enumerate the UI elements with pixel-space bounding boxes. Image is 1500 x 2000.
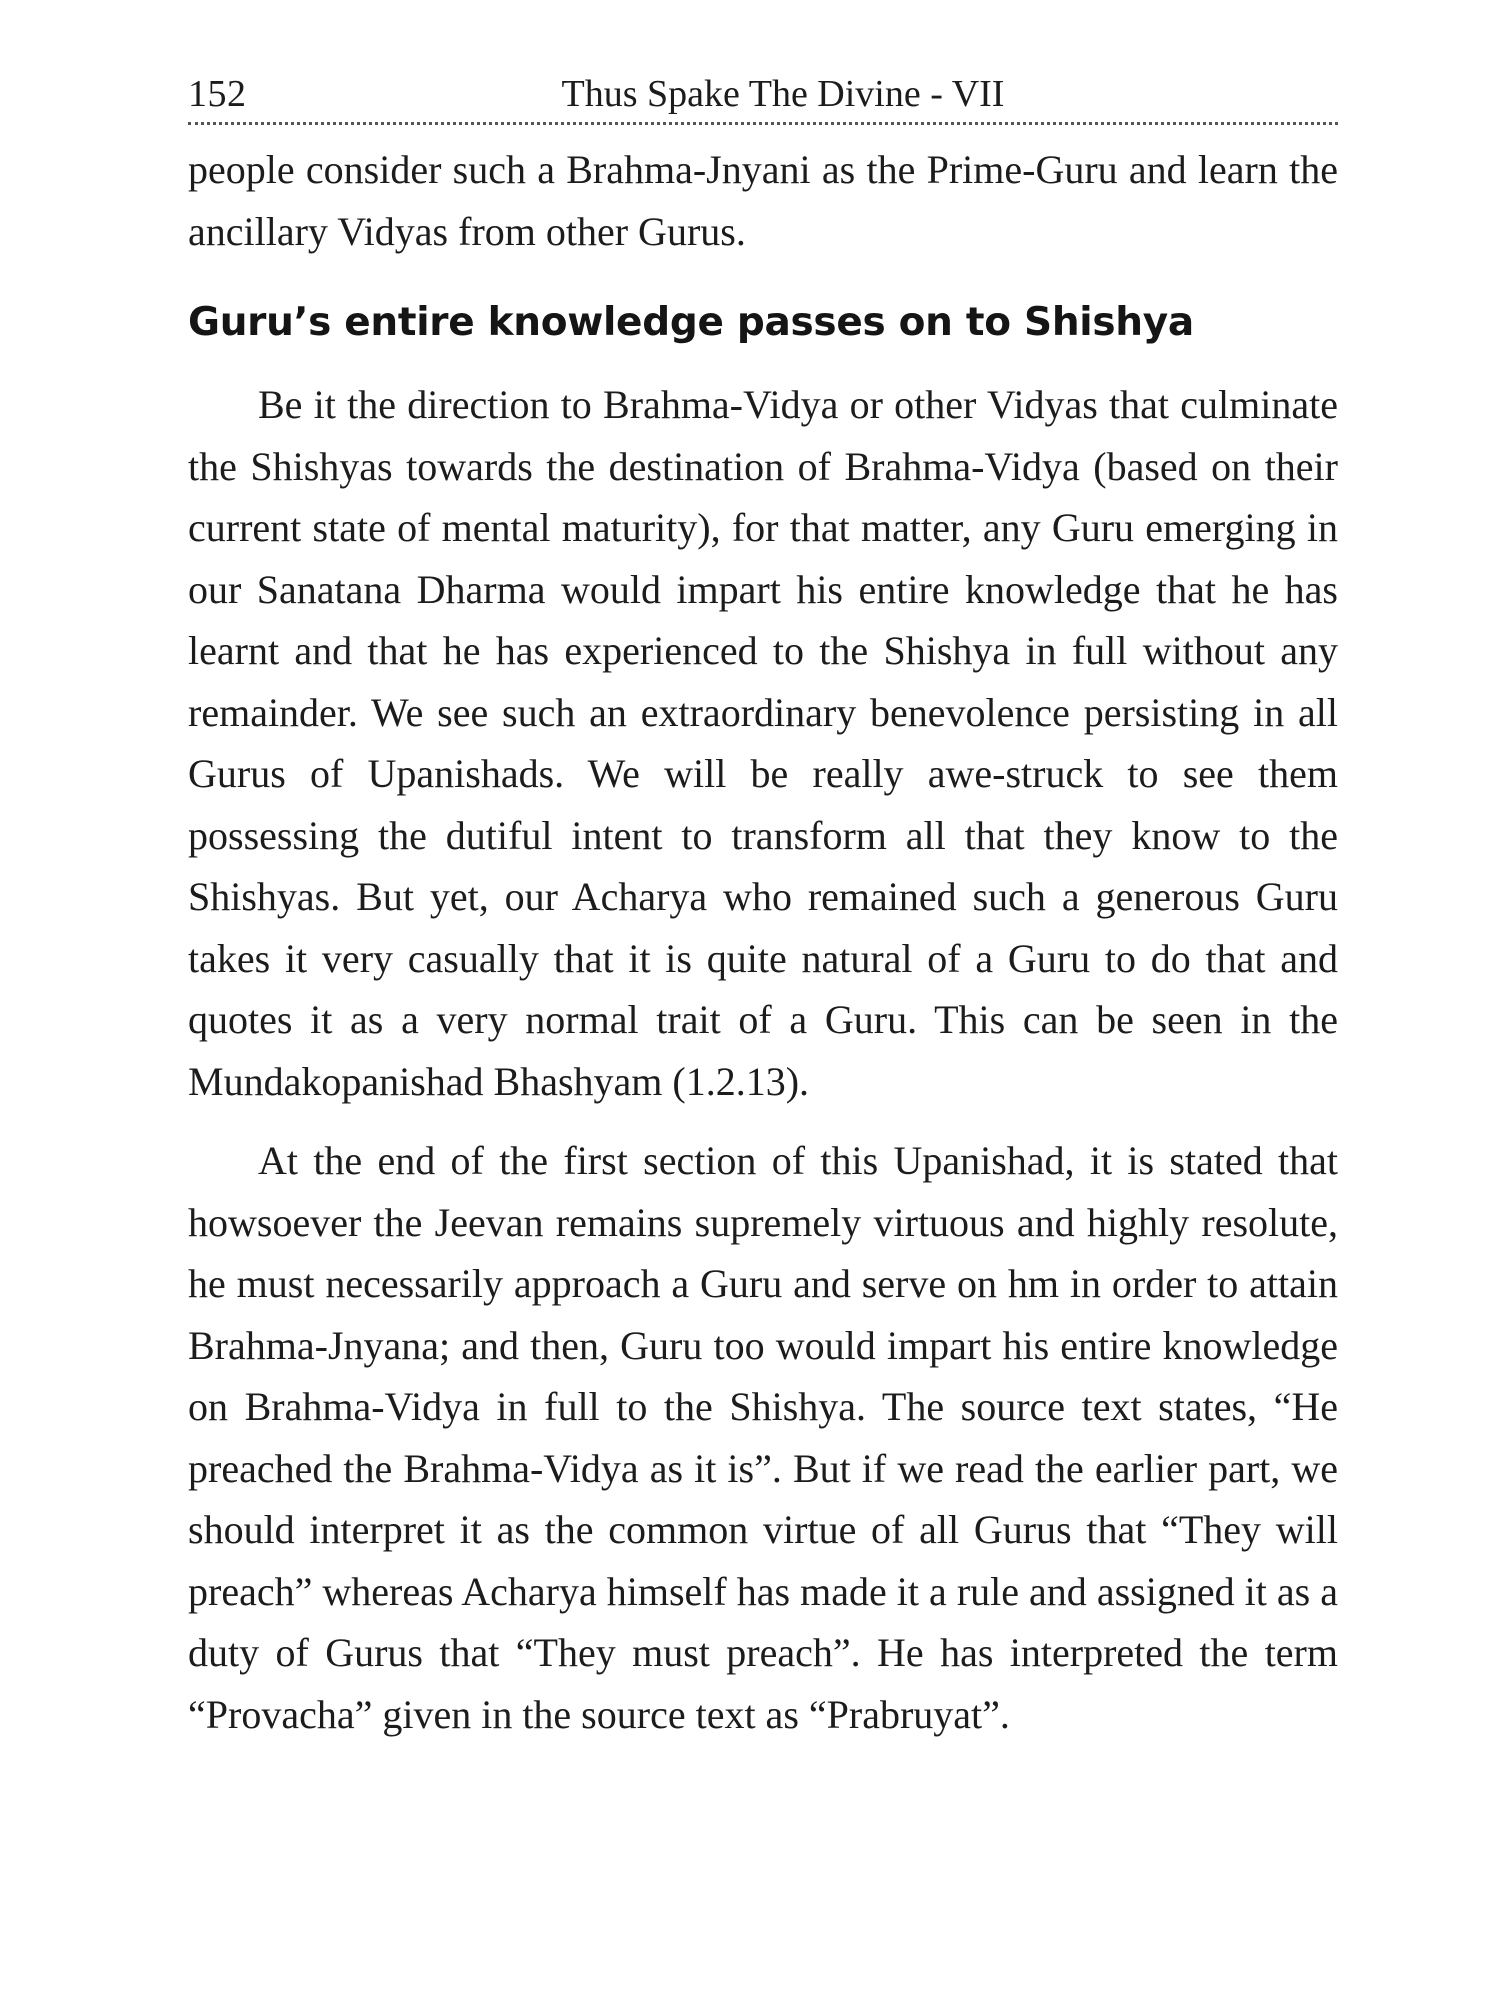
book-page bbox=[188, 62, 1338, 1745]
page-number: 152 bbox=[188, 73, 247, 115]
section-heading: Guru’s entire knowledge passes on to Shishya bbox=[188, 300, 1194, 345]
header-dotted-rule bbox=[188, 122, 1338, 125]
running-title: Thus Spake The Divine - VII bbox=[561, 73, 1005, 115]
body-paragraph-2: At the end of the first section of this Upanishad, it is stated that howsoever the Jeevan remains supremely virtuous and highly resolute, he must necessarily approach a Guru and serve on hm in order to attain Brahma-Jnyana; and then, Guru too would impart his entire knowledge on Brahma-Vidya in full to the Shishya. The source text states, “He preached the Brahma-Vidya as it is”. But if we read the earlier part, we should interpret it as the common virtue of all Gurus that “They will preach” whereas Acharya himself has made it a rule and assigned it as a duty of Gurus that “They must preach”. He has interpreted the term “Provacha” given in the source text as “Prabruyat”. bbox=[188, 1138, 1338, 1737]
intro-paragraph: people consider such a Brahma-Jnyani as the Prime-Guru and learn the ancillary Vidyas from other Gurus. bbox=[188, 147, 1338, 254]
page-header bbox=[188, 62, 1338, 114]
body-paragraph-1: Be it the direction to Brahma-Vidya or other Vidyas that culminate the Shishyas towards the destination of Brahma-Vidya (based on their current state of mental maturity), for that matter, any Guru emerging in our Sanatana Dharma would impart his entire knowledge that he has learnt and that he has experienced to the Shishya in full without any remainder. We see such an extraordinary benevolence persisting in all Gurus of Upanishads. We will be really awe-struck to see them possessing the dutiful intent to transform all that they know to the Shishyas. But yet, our Acharya who remained such a generous Guru takes it very casually that it is quite natural of a Guru to do that and quotes it as a very normal trait of a Guru. This can be seen in the Mundakopanishad Bhashyam (1.2.13). bbox=[188, 382, 1338, 1104]
